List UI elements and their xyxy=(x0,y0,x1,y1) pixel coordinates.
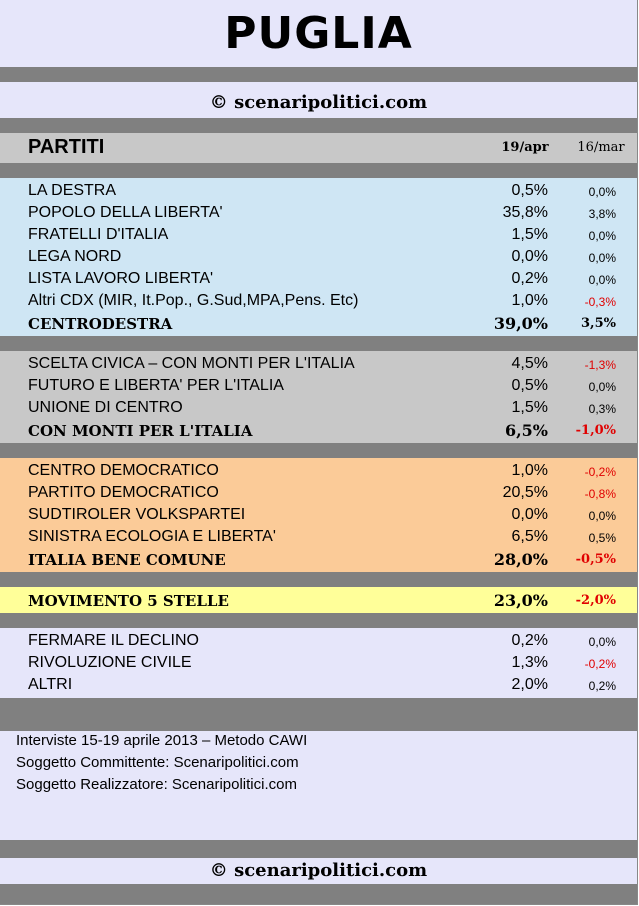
separator xyxy=(0,443,637,458)
value-16mar: 0,0% xyxy=(588,509,616,523)
total-row xyxy=(0,589,637,611)
separator xyxy=(0,572,637,587)
header-col-19apr: 19/apr xyxy=(501,140,549,155)
value-19apr: 23,0% xyxy=(493,591,548,610)
value-19apr: 0,5% xyxy=(511,377,548,394)
value-16mar: 0,0% xyxy=(588,251,616,265)
value-16mar: -0,8% xyxy=(584,487,616,501)
value-16mar: 0,0% xyxy=(588,635,616,649)
party-row xyxy=(0,290,637,312)
party-row xyxy=(0,482,637,504)
party-name: CENTRODESTRA xyxy=(28,315,173,333)
value-19apr: 6,5% xyxy=(504,421,548,440)
party-row xyxy=(0,652,637,674)
party-name: FRATELLI D'ITALIA xyxy=(28,226,169,243)
party-row xyxy=(0,397,637,419)
site-credit-bottom: © scenaripolitici.com xyxy=(209,860,428,881)
total-row xyxy=(0,548,637,570)
party-name: PARTITO DEMOCRATICO xyxy=(28,484,219,501)
value-16mar: -1,3% xyxy=(584,358,616,372)
party-name: FERMARE IL DECLINO xyxy=(28,632,199,649)
party-name: LA DESTRA xyxy=(28,182,117,199)
party-name: SUDTIROLER VOLKSPARTEI xyxy=(28,506,246,523)
value-19apr: 0,2% xyxy=(511,632,548,649)
value-16mar: -0,2% xyxy=(584,657,616,671)
party-name: FUTURO E LIBERTA' PER L'ITALIA xyxy=(28,377,284,394)
party-row xyxy=(0,202,637,224)
party-name: CENTRO DEMOCRATICO xyxy=(28,462,219,479)
value-19apr: 1,5% xyxy=(511,226,548,243)
footer-method: Interviste 15-19 aprile 2013 – Metodo CAWI xyxy=(16,732,308,749)
value-16mar: -0,2% xyxy=(584,465,616,479)
party-name: SCELTA CIVICA – CON MONTI PER L'ITALIA xyxy=(28,355,355,372)
value-19apr: 1,0% xyxy=(511,462,548,479)
party-name: MOVIMENTO 5 STELLE xyxy=(28,592,229,610)
value-16mar: 3,8% xyxy=(588,207,616,221)
value-19apr: 1,5% xyxy=(511,399,548,416)
value-16mar: 0,2% xyxy=(588,679,616,693)
value-16mar: 0,0% xyxy=(588,229,616,243)
value-19apr: 28,0% xyxy=(493,550,548,569)
footer-realizzatore: Soggetto Realizzatore: Scenaripolitici.com xyxy=(16,776,297,793)
value-19apr: 0,0% xyxy=(511,248,548,265)
value-16mar: -0,5% xyxy=(575,552,616,567)
header-col-16mar: 16/mar xyxy=(577,140,625,155)
value-16mar: 0,3% xyxy=(588,402,616,416)
header-partiti: PARTITI xyxy=(28,136,105,158)
party-row xyxy=(0,375,637,397)
separator xyxy=(0,163,637,178)
value-19apr: 0,0% xyxy=(511,506,548,523)
footer-committente: Soggetto Committente: Scenaripolitici.com xyxy=(16,754,299,771)
party-name: POPOLO DELLA LIBERTA' xyxy=(28,204,223,221)
value-19apr: 20,5% xyxy=(502,484,548,501)
region-title: PUGLIA xyxy=(224,8,413,59)
value-19apr: 2,0% xyxy=(511,676,548,693)
separator xyxy=(0,884,637,904)
value-19apr: 35,8% xyxy=(502,204,548,221)
party-row xyxy=(0,526,637,548)
total-row xyxy=(0,419,637,441)
value-16mar: 0,0% xyxy=(588,273,616,287)
value-16mar: 3,5% xyxy=(581,316,616,331)
value-19apr: 1,0% xyxy=(511,292,548,309)
party-row xyxy=(0,630,637,652)
party-row xyxy=(0,504,637,526)
party-name: CON MONTI PER L'ITALIA xyxy=(28,422,253,440)
party-row xyxy=(0,674,637,696)
party-row xyxy=(0,180,637,202)
party-row xyxy=(0,268,637,290)
value-16mar: -1,0% xyxy=(575,423,616,438)
separator xyxy=(0,336,637,351)
separator xyxy=(0,613,637,628)
value-16mar: -2,0% xyxy=(575,593,616,608)
party-row xyxy=(0,460,637,482)
party-name: ITALIA BENE COMUNE xyxy=(28,551,226,569)
value-16mar: 0,5% xyxy=(588,531,616,545)
party-name: ALTRI xyxy=(28,676,73,693)
value-19apr: 0,2% xyxy=(511,270,548,287)
value-19apr: 0,5% xyxy=(511,182,548,199)
value-19apr: 4,5% xyxy=(511,355,548,372)
party-name: Altri CDX (MIR, It.Pop., G.Sud,MPA,Pens. Etc) xyxy=(28,292,359,309)
party-name: RIVOLUZIONE CIVILE xyxy=(28,654,192,671)
value-16mar: -0,3% xyxy=(584,295,616,309)
party-row xyxy=(0,246,637,268)
party-name: UNIONE DI CENTRO xyxy=(28,399,183,416)
separator xyxy=(0,840,637,858)
value-16mar: 0,0% xyxy=(588,185,616,199)
site-credit-top: © scenaripolitici.com xyxy=(209,92,428,113)
party-row xyxy=(0,224,637,246)
value-19apr: 1,3% xyxy=(511,654,548,671)
separator xyxy=(0,118,637,133)
value-16mar: 0,0% xyxy=(588,380,616,394)
party-name: LISTA LAVORO LIBERTA' xyxy=(28,270,214,287)
value-19apr: 6,5% xyxy=(511,528,548,545)
party-row xyxy=(0,353,637,375)
value-19apr: 39,0% xyxy=(493,314,548,333)
party-name: SINISTRA ECOLOGIA E LIBERTA' xyxy=(28,528,276,545)
total-row xyxy=(0,312,637,334)
separator xyxy=(0,67,637,82)
party-name: LEGA NORD xyxy=(28,248,122,265)
